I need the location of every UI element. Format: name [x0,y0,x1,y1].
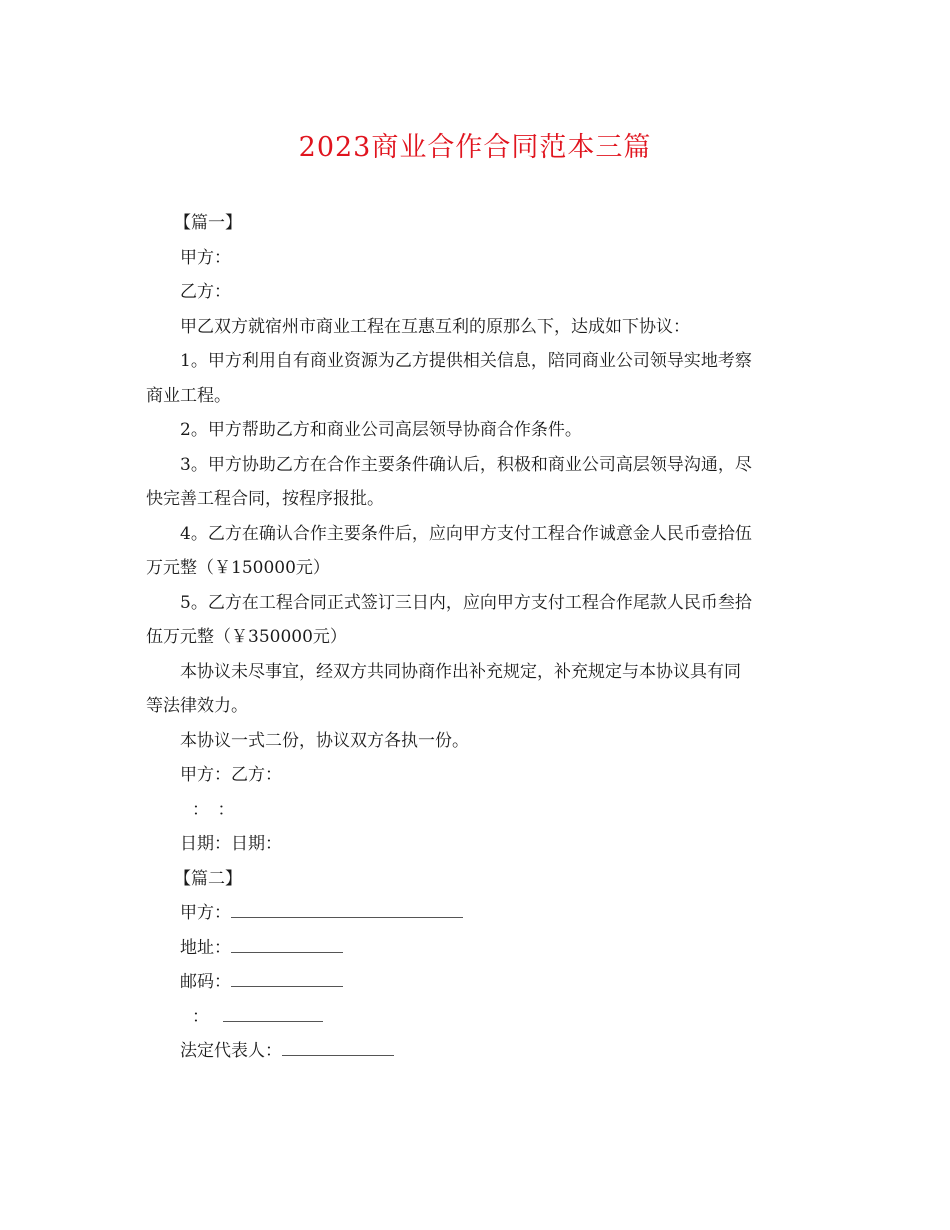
legal-rep-blank [282,1041,394,1056]
postcode-blank [231,972,343,987]
signature-colons: ： ： [192,799,235,820]
signature-parties: 甲方：乙方： [180,765,282,785]
document-title: 2023商业合作合同范本三篇 [298,132,652,163]
item-3-line-1: 3。甲方协助乙方在合作主要条件确认后，积极和商业公司高层领导沟通，尽 [180,454,752,475]
party-a-line: 甲方： [180,247,231,268]
item-3-line-2: 快完善工程合同，按程序报批。 [146,489,384,509]
signature-dates: 日期：日期： [180,834,282,854]
postcode-label: 邮码： [180,972,231,992]
address-field [180,931,805,966]
legal-rep-label: 法定代表人： [180,1041,282,1061]
document-body [146,206,805,1069]
postcode-field [180,965,805,1000]
unlabeled-colon: ： [192,1006,209,1027]
item-4-line-1: 4。乙方在确认合作主要条件后，应向甲方支付工程合作诚意金人民币壹拾伍 [180,523,752,544]
address-blank [231,938,343,953]
party-a-label: 甲方： [180,903,231,923]
section-heading-one: 【篇一】 [174,213,242,233]
party-b-line: 乙方： [180,282,231,302]
item-4-line-2: 万元整（￥150000元） [146,558,330,578]
section-heading-two: 【篇二】 [174,868,242,889]
item-5-line-2: 伍万元整（￥350000元） [146,627,347,647]
party-a-blank [231,903,463,918]
clause-1-line-2: 等法律效力。 [146,696,248,716]
intro-paragraph: 甲乙双方就宿州市商业工程在互惠互利的原那么下，达成如下协议： [180,316,690,337]
item-1-line-2: 商业工程。 [146,385,231,406]
unlabeled-field [180,1000,805,1035]
party-a-field [180,896,805,931]
clause-1-line-1: 本协议未尽事宜，经双方共同协商作出补充规定，补充规定与本协议具有同 [180,661,741,682]
item-5-line-1: 5。乙方在工程合同正式签订三日内，应向甲方支付工程合作尾款人民币叁拾 [180,592,752,613]
clause-2: 本协议一式二份，协议双方各执一份。 [180,730,469,751]
item-2: 2。甲方帮助乙方和商业公司高层领导协商合作条件。 [180,420,582,440]
unlabeled-blank [223,1007,323,1022]
item-1-line-1: 1。甲方利用自有商业资源为乙方提供相关信息，陪同商业公司领导实地考察 [180,351,752,371]
address-label: 地址： [180,937,231,958]
legal-rep-field [180,1034,805,1069]
